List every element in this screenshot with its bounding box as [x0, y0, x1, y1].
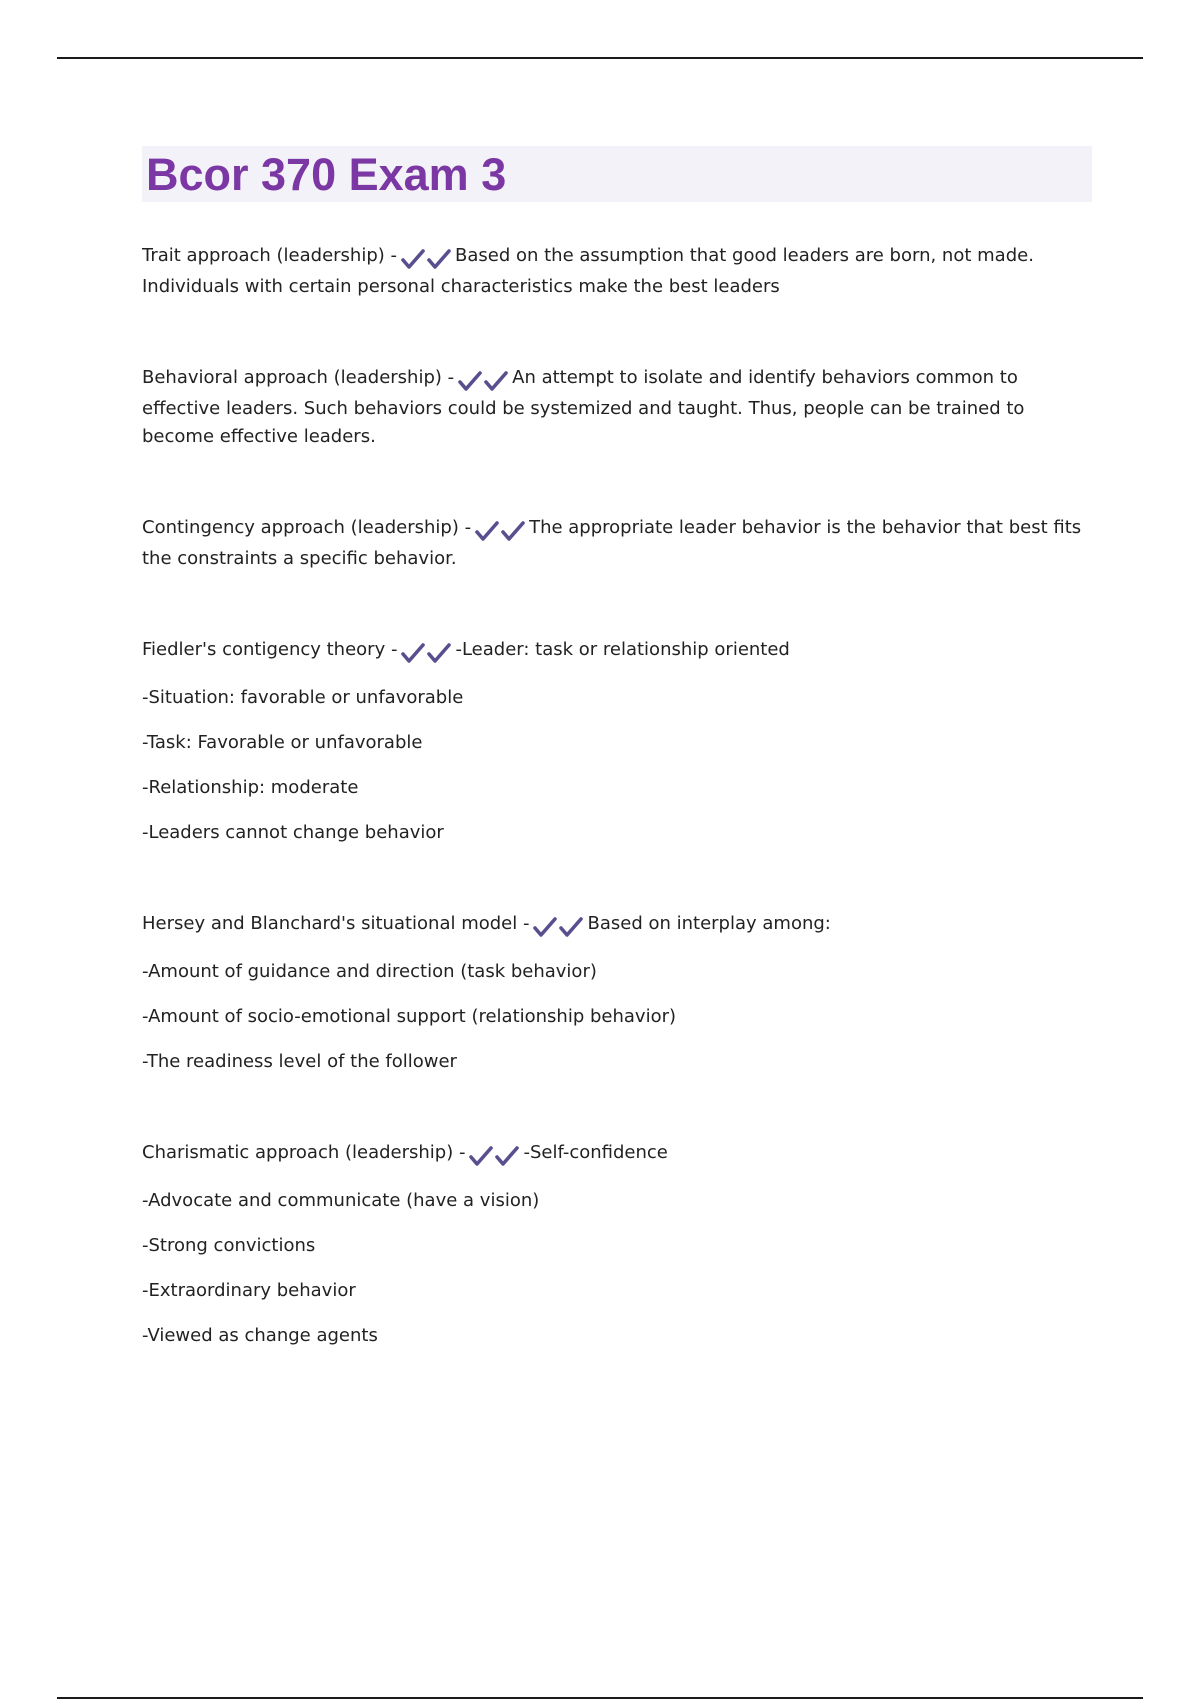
title-banner — [142, 146, 1092, 202]
double-check-icons — [400, 245, 452, 273]
entry-term: Trait approach (leadership) - — [142, 245, 397, 266]
entry-term: Charismatic approach (leadership) - — [142, 1142, 466, 1163]
entry-definition: -Self-confidence — [523, 1142, 668, 1163]
check-icon — [483, 370, 509, 392]
check-icon — [457, 370, 483, 392]
entry-subline: -Relationship: moderate — [142, 777, 359, 798]
entry-subline: -The readiness level of the follower — [142, 1051, 457, 1072]
document-title: Bcor 370 Exam 3 — [146, 148, 507, 200]
check-icon — [558, 916, 584, 938]
entry-definition: Based on interplay among: — [587, 913, 831, 934]
flashcard-entry — [142, 242, 1092, 301]
flashcard-entry — [142, 636, 1092, 847]
double-check-icons — [468, 1142, 520, 1170]
check-icon — [400, 642, 426, 664]
entry-term: Behavioral approach (leadership) - — [142, 367, 455, 388]
check-icon — [400, 248, 426, 270]
bottom-rule — [57, 1697, 1143, 1699]
check-icon — [494, 1145, 520, 1167]
check-icon — [426, 642, 452, 664]
flashcard-entry — [142, 910, 1092, 1076]
entry-definition: -Leader: task or relationship oriented — [455, 639, 790, 660]
double-check-icons — [532, 913, 584, 941]
document-body — [142, 146, 1092, 1413]
flashcard-entry — [142, 514, 1092, 573]
entry-subline: -Advocate and communicate (have a vision) — [142, 1190, 540, 1211]
entry-subline: -Leaders cannot change behavior — [142, 822, 444, 843]
entry-subline: -Extraordinary behavior — [142, 1280, 356, 1301]
flashcard-entry — [142, 1139, 1092, 1350]
double-check-icons — [474, 517, 526, 545]
entry-term: Fiedler's contigency theory - — [142, 639, 398, 660]
entry-subline: -Amount of socio-emotional support (relationship behavior) — [142, 1006, 677, 1027]
entry-subline: -Amount of guidance and direction (task behavior) — [142, 961, 597, 982]
entry-definition: Based on the assumption that good leaders are born, not made. Individuals with certain personal characteristics make the best leaders — [142, 245, 1034, 297]
flashcard-entry — [142, 364, 1092, 451]
check-icon — [468, 1145, 494, 1167]
entry-definition: The appropriate leader behavior is the behavior that best fits the constraints a specific behavior. — [142, 517, 1082, 569]
check-icon — [426, 248, 452, 270]
entry-line — [142, 910, 1092, 941]
top-rule — [57, 57, 1143, 59]
entry-line — [142, 242, 1092, 301]
entry-line — [142, 364, 1092, 451]
entry-term: Hersey and Blanchard's situational model - — [142, 913, 530, 934]
entry-subline: -Situation: favorable or unfavorable — [142, 687, 464, 708]
double-check-icons — [400, 639, 452, 667]
entry-subline: -Viewed as change agents — [142, 1325, 378, 1346]
entry-term: Contingency approach (leadership) - — [142, 517, 472, 538]
check-icon — [500, 520, 526, 542]
entry-line — [142, 636, 1092, 667]
entry-subline: -Strong convictions — [142, 1235, 316, 1256]
double-check-icons — [457, 367, 509, 395]
check-icon — [532, 916, 558, 938]
entry-line — [142, 514, 1092, 573]
entry-line — [142, 1139, 1092, 1170]
entry-definition: An attempt to isolate and identify behaviors common to effective leaders. Such behaviors could be systemized and taught. Thus, people can be trained to become effective leaders. — [142, 367, 1025, 447]
entry-subline: -Task: Favorable or unfavorable — [142, 732, 423, 753]
check-icon — [474, 520, 500, 542]
entry-list — [142, 242, 1092, 1350]
